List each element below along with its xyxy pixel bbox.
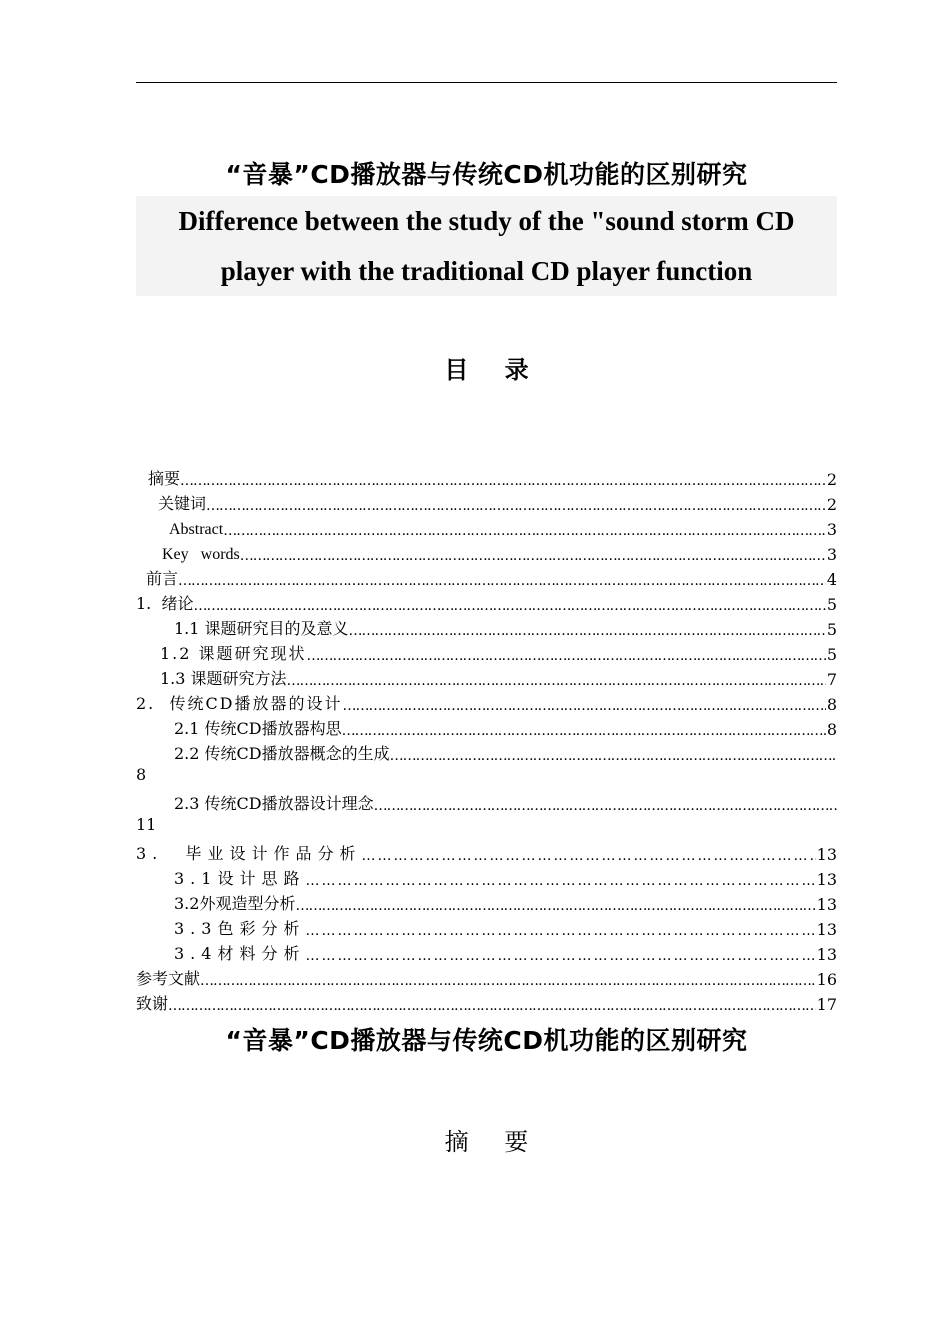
title-en-line-1: Difference between the study of the "sound storm CD xyxy=(178,206,795,236)
toc-leader-dots xyxy=(223,523,826,539)
toc-leader-dots xyxy=(374,798,837,814)
toc-entry-label: 3.2外观造型分析 xyxy=(174,894,296,913)
toc-entry[interactable] xyxy=(174,939,837,964)
toc-entry-page: 13 xyxy=(816,945,837,964)
title-en-line-2: player with the traditional CD player function xyxy=(220,256,753,286)
toc-entry-page: 3 xyxy=(826,520,837,539)
toc-leader-dots xyxy=(307,648,826,664)
toc-entry-page: 8 xyxy=(136,765,147,784)
toc-entry[interactable] xyxy=(160,639,837,664)
toc-leader-dots xyxy=(305,948,815,964)
toc-leader-dots xyxy=(305,923,815,939)
toc-entry-wrapped[interactable] xyxy=(174,739,837,764)
toc-entry-page: 5 xyxy=(826,645,837,664)
toc-entry[interactable] xyxy=(136,839,837,864)
toc-entry-page: 2 xyxy=(826,495,837,514)
toc-entry[interactable] xyxy=(174,614,837,639)
toc-entry-label: 2.1 传统CD播放器构思 xyxy=(174,719,342,738)
header-rule xyxy=(136,82,837,83)
document-title-en xyxy=(136,196,837,296)
toc-entry-page: 8 xyxy=(826,720,837,739)
toc-entry-label: 致谢 xyxy=(136,994,169,1013)
toc-leader-dots xyxy=(390,748,837,764)
toc-entry-page: 13 xyxy=(816,870,837,889)
toc-entry-label: 参考文献 xyxy=(136,969,201,988)
toc-entry-wrapped[interactable] xyxy=(174,789,837,814)
toc-entry[interactable] xyxy=(146,564,837,589)
toc-entry-label: 2.2 传统CD播放器概念的生成 xyxy=(174,744,390,763)
toc-entry[interactable] xyxy=(162,539,837,564)
toc-entry-page: 8 xyxy=(826,695,837,714)
toc-entry-page: 2 xyxy=(826,470,837,489)
toc-leader-dots xyxy=(178,573,826,589)
toc-entry[interactable] xyxy=(160,664,837,689)
toc-leader-dots xyxy=(200,973,816,989)
toc-entry-label: 2. 传统CD播放器的设计 xyxy=(136,694,343,713)
toc-entry[interactable] xyxy=(136,589,837,614)
toc-entry[interactable] xyxy=(136,964,837,989)
toc-leader-dots xyxy=(305,873,815,889)
toc-entry-label: 摘要 xyxy=(148,469,181,488)
toc-leader-dots xyxy=(343,698,826,714)
toc-entry-label: 3.4材料分析 xyxy=(174,944,306,963)
toc-entry-page: 13 xyxy=(816,845,837,864)
toc-entry[interactable] xyxy=(148,464,837,489)
toc-entry-label: 3. 毕业设计作品分析 xyxy=(136,844,362,863)
toc-entry-label: 关键词 xyxy=(158,494,207,513)
toc-entry[interactable] xyxy=(136,689,837,714)
toc-entry-label: 2.3 传统CD播放器设计理念 xyxy=(174,794,374,813)
toc-entry-page: 5 xyxy=(826,620,837,639)
toc-entry[interactable] xyxy=(174,889,837,914)
toc-leader-dots xyxy=(287,673,826,689)
toc-entry-label: 1.3 课题研究方法 xyxy=(160,669,287,688)
abstract-heading: 摘 要 xyxy=(444,1128,543,1156)
toc-leader-dots xyxy=(180,473,826,489)
toc-leader-dots xyxy=(349,623,826,639)
toc-entry[interactable] xyxy=(174,914,837,939)
toc-entry[interactable] xyxy=(169,514,837,539)
toc-entry-page: 13 xyxy=(816,895,837,914)
toc-entry-page: 17 xyxy=(816,995,837,1014)
toc-entry[interactable] xyxy=(174,864,837,889)
toc-entry-page: 4 xyxy=(826,570,837,589)
toc-entry-page: 16 xyxy=(816,970,837,989)
toc-entry[interactable] xyxy=(136,989,837,1014)
toc-leader-dots xyxy=(295,898,815,914)
toc-heading: 目 录 xyxy=(444,356,543,384)
toc-leader-dots xyxy=(168,998,816,1014)
toc-entry-label: Abstract xyxy=(169,521,224,538)
document-title-cn: “音暴”CD播放器与传统CD机功能的区别研究 xyxy=(225,160,748,189)
toc-entry-page: 7 xyxy=(826,670,837,689)
toc-entry-label: 3.1设计思路 xyxy=(174,869,306,888)
toc-entry-label: 1.1 课题研究目的及意义 xyxy=(174,619,349,638)
body-title-cn: “音暴”CD播放器与传统CD机功能的区别研究 xyxy=(225,1026,748,1055)
toc-entry[interactable] xyxy=(174,714,837,739)
toc-leader-dots xyxy=(342,723,826,739)
toc-entry-page: 11 xyxy=(136,815,157,834)
toc-entry-label: Key words xyxy=(162,546,240,563)
toc-entry-label: 1. 绪论 xyxy=(136,594,194,613)
toc-entry-label: 3.3色彩分析 xyxy=(174,919,306,938)
toc-entry-page: 3 xyxy=(826,545,837,564)
toc-entry-label: 1.2 课题研究现状 xyxy=(160,644,307,663)
toc-leader-dots xyxy=(206,498,826,514)
toc-entry-page: 5 xyxy=(826,595,837,614)
toc-entry-label: 前言 xyxy=(146,569,179,588)
toc-leader-dots xyxy=(361,848,815,864)
toc-entry[interactable] xyxy=(158,489,837,514)
toc-leader-dots xyxy=(193,598,825,614)
toc-entry-page: 13 xyxy=(816,920,837,939)
toc-leader-dots xyxy=(240,548,826,564)
